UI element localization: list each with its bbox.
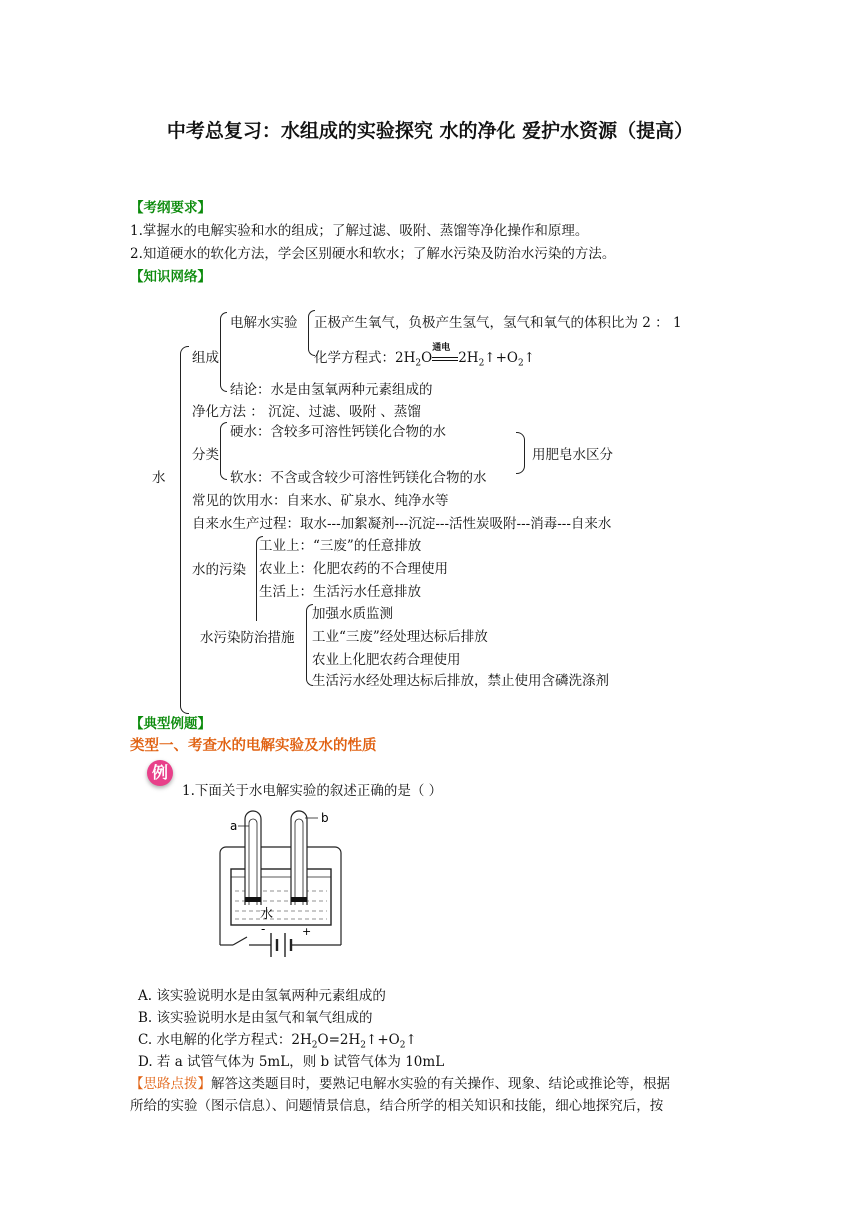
drinking-water: 常见的饮用水：自来水、矿泉水、纯净水等 (192, 493, 449, 509)
soft-water: 软水：不含或含较少可溶性钙镁化合物的水 (230, 470, 487, 486)
distinguish-method: 用肥皂水区分 (532, 447, 613, 463)
option-d: D. 若 a 试管气体为 5mL，则 b 试管气体为 10mL (138, 1054, 445, 1070)
electrolysis-apparatus-figure (205, 805, 355, 975)
classification-label: 分类 (192, 447, 219, 463)
pollution-agriculture: 农业上：化肥农药的不合理使用 (259, 561, 448, 577)
prevention-item-4: 生活污水经处理达标后排放，禁止使用含磷洗涤剂 (312, 673, 609, 689)
prevention-item-3: 农业上化肥农药合理使用 (312, 652, 461, 668)
option-b: B. 该实验说明水是由氢气和氧气组成的 (138, 1010, 373, 1026)
prevention-item-2: 工业“三废”经处理达标后排放 (312, 629, 488, 645)
syllabus-heading: 【考纲要求】 (130, 200, 211, 216)
water-label: 水 (260, 907, 274, 922)
page-title: 中考总复习：水组成的实验探究 水的净化 爱护水资源（提高） (166, 120, 694, 142)
electrolysis-result: 正极产生氧气，负极产生氢气，氢气和氧气的体积比为 2 ： 1 (314, 315, 682, 331)
example-badge (147, 760, 173, 786)
hint-label: 【思路点拨】 (130, 1076, 211, 1092)
root-brace (180, 346, 189, 714)
composition-label: 组成 (192, 350, 219, 366)
test-tube-b (291, 811, 307, 905)
prevention-item-1: 加强水质监测 (312, 606, 393, 622)
hint-text-1: 解答这类题目时，要熟记电解水实验的有关操作、现象、结论或推论等，根据 (211, 1076, 670, 1092)
battery-minus: - (261, 922, 266, 936)
root-label: 水 (152, 470, 166, 486)
examples-heading: 【典型例题】 (130, 716, 211, 732)
tube-b-label: b (321, 811, 329, 825)
pollution-label: 水的污染 (192, 562, 246, 578)
condition-arrow: 通电 (432, 350, 458, 366)
network-heading: 【知识网络】 (130, 269, 211, 285)
tube-a-label: a (230, 819, 238, 833)
composition-conclusion: 结论：水是由氢氧两种元素组成的 (230, 382, 433, 398)
circuit-switch (233, 937, 247, 945)
question-1: 1.下面关于水电解实验的叙述正确的是（ ） (182, 783, 443, 799)
test-tube-a (245, 811, 261, 905)
hint-line-2: 所给的实验（图示信息）、问题情景信息，结合所学的相关知识和技能，细心地探究后，按 (130, 1098, 664, 1114)
purification-methods: 净化方法 ： 沉淀、过滤、吸附 、蒸馏 (192, 404, 421, 420)
electrolysis-label: 电解水实验 (230, 315, 298, 331)
battery-plus: + (302, 925, 312, 938)
hint-line-1 (130, 1072, 670, 1092)
tap-water-process: 自来水生产过程：取水---加絮凝剂---沉淀---活性炭吸附---消毒---自来水 (192, 516, 612, 532)
chemical-equation: 化学方程式：$2H_2O$ 通电 $2H_2↑+O_2↑$ (314, 343, 536, 369)
composition-brace (220, 312, 227, 392)
circuit-wire-outer (220, 847, 341, 945)
distinguish-brace (516, 432, 525, 474)
pollution-life: 生活上：生活污水任意排放 (259, 584, 421, 600)
type-one-heading: 类型一、考查水的电解实验及水的性质 (130, 738, 377, 754)
pollution-industry: 工业上：“三废”的任意排放 (259, 538, 422, 554)
prevention-label: 水污染防治措施 (200, 630, 295, 646)
classification-brace (220, 422, 227, 480)
syllabus-item-2: 2.知道硬水的软化方法，学会区别硬水和软水；了解水污染及防治水污染的方法。 (130, 246, 616, 262)
option-a: A. 该实验说明水是由氢氧两种元素组成的 (138, 988, 386, 1004)
hard-water: 硬水：含较多可溶性钙镁化合物的水 (230, 424, 446, 440)
example-badge-label: 例 (151, 763, 168, 782)
syllabus-item-1: 1.掌握水的电解实验和水的组成；了解过滤、吸附、蒸馏等净化操作和原理。 (130, 223, 589, 239)
option-c: C. 水电解的化学方程式：$2H_2O=2H_2↑+O_2↑$ (138, 1032, 417, 1051)
battery (271, 933, 291, 957)
